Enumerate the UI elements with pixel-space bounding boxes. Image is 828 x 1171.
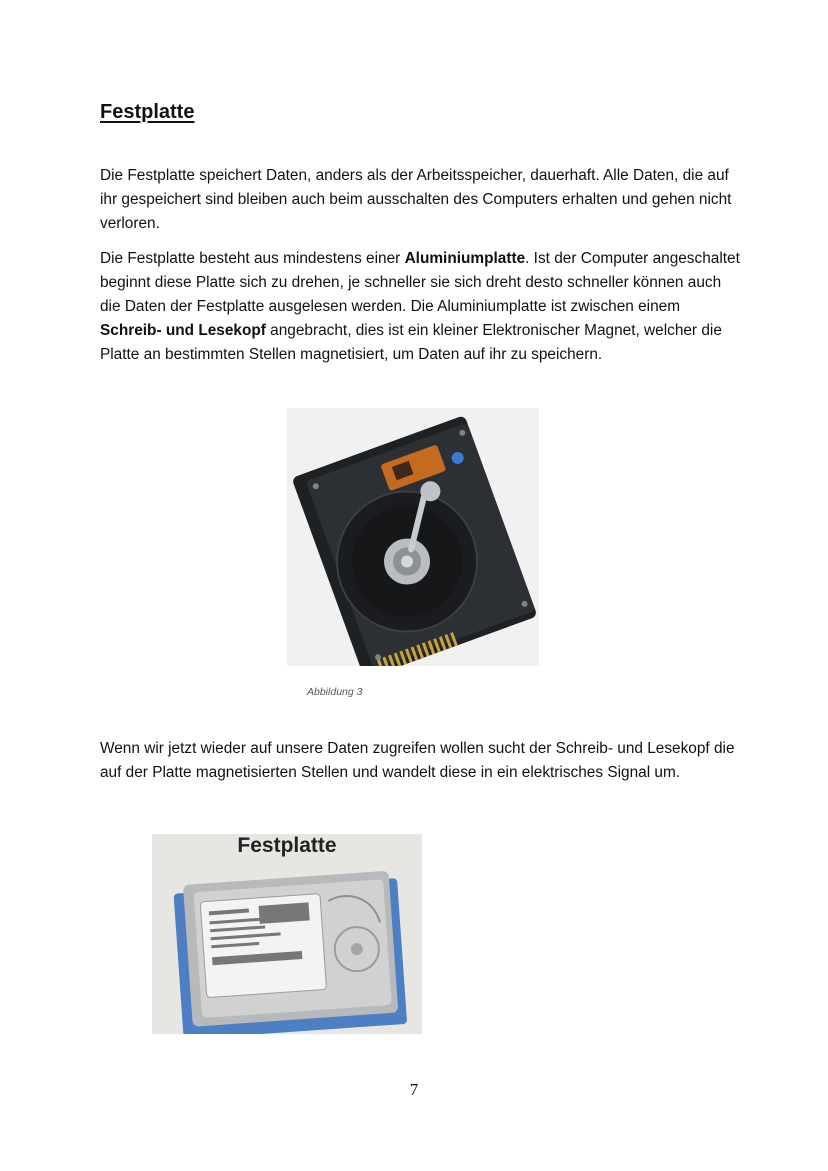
figure-hard-drive-labeled [152,834,422,1034]
figure-open-hard-drive [287,408,539,666]
paragraph-aluminium [100,247,740,367]
hard-drive-closed-illustration [152,834,422,1034]
hard-drive-open-illustration [287,408,539,666]
figure-label: Festplatte [237,834,337,857]
term-schreib-lesekopf: Schreib- und Lesekopf [100,322,266,339]
paragraph-intro: Die Festplatte speichert Daten, anders als der Arbeitsspeicher, dauerhaft. Alle Daten, die auf ihr gespeichert sind bleiben auch beim ausschalten des Computers erhalten und gehen nicht verloren. [100,167,732,232]
paragraph-aluminium-text-3: angebracht, dies ist ein kleiner Elektronischer Magnet, welcher die Platte an bestimmten Stellen magnetisiert, um Daten auf ihr zu speichern. [100,322,722,363]
page-number: 7 [409,1080,419,1099]
figure-caption: Abbildung 3 [307,686,363,698]
paragraph-aluminium-text-2: . Ist der Computer angeschaltet beginnt diese Platte sich zu drehen, je schneller sie sich dreht desto schneller können auch die Daten der Festplatte ausgelesen werden. Die Aluminiumplatte ist zwischen einem [100,250,740,315]
paragraph-aluminium-text-1: Die Festplatte besteht aus mindestens einer [100,250,405,267]
page-title: Festplatte [100,101,195,123]
paragraph-read-process: Wenn wir jetzt wieder auf unsere Daten zugreifen wollen sucht der Schreib- und Lesekopf die auf der Platte magnetisierten Stellen und wandelt diese in ein elektrisches Signal um. [100,740,735,781]
term-aluminiumplatte: Aluminiumplatte [404,250,526,267]
